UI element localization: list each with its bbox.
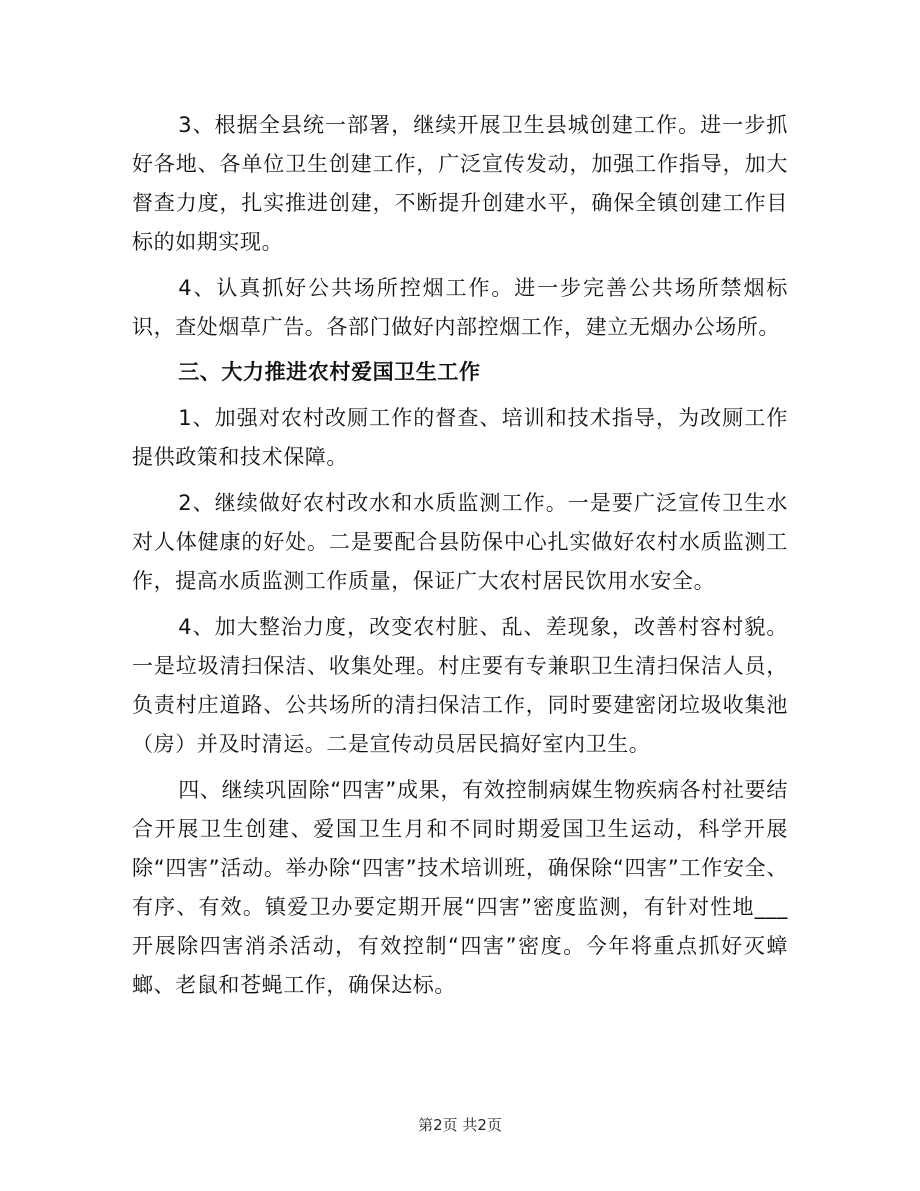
paragraph-item-1-toilet: 1、加强对农村改厕工作的督查、培训和技术指导，为改厕工作提供政策和技术保障。 (132, 406, 788, 469)
paragraph-item-2-water: 2、继续做好农村改水和水质监测工作。一是要广泛宣传卫生水对人体健康的好处。二是要配合县防保中心扎实做好农村水质监测工作，提高水质监测工作质量，保证广大农村居民饮用水安全。 (132, 491, 788, 593)
paragraph-item-4-smoking: 4、认真抓好公共场所控烟工作。进一步完善公共场所禁烟标识，查处烟草广告。各部门做好内部控烟工作，建立无烟办公场所。 (132, 276, 788, 339)
page-number-footer: 第2页 共2页 (418, 1116, 502, 1134)
document-body (132, 106, 788, 1005)
paragraph-item-3: 3、根据全县统一部署，继续开展卫生县城创建工作。进一步抓好各地、各单位卫生创建工作，广泛宣传发动，加强工作指导，加大督查力度，扎实推进创建，不断提升创建水平，确保全镇创建工作目标的如期实现。 (132, 113, 788, 254)
section-heading: 三、大力推进农村爱国卫生工作 (178, 360, 481, 384)
paragraph-section-four-pests: 四、继续巩固除“四害”成果，有效控制病媒生物疾病各村社要结合开展卫生创建、爱国卫生月和不同时期爱国卫生运动，科学开展除“四害”活动。举办除“四害”技术培训班，确保除“四害”工作安全、有序、有效。镇爱卫办要定期开展“四害”密度监测，有针对性地___开展除四害消杀活动，有效控制“四害”密度。今年将重点抓好灭蟑螂、老鼠和苍蝇工作，确保达标。 (132, 778, 788, 997)
paragraph-item-4-village: 4、加大整治力度，改变农村脏、乱、差现象，改善村容村貌。一是垃圾清扫保洁、收集处理。村庄要有专兼职卫生清扫保洁人员，负责村庄道路、公共场所的清扫保洁工作，同时要建密闭垃圾收集池（房）并及时清运。二是宣传动员居民搞好室内卫生。 (132, 615, 788, 756)
